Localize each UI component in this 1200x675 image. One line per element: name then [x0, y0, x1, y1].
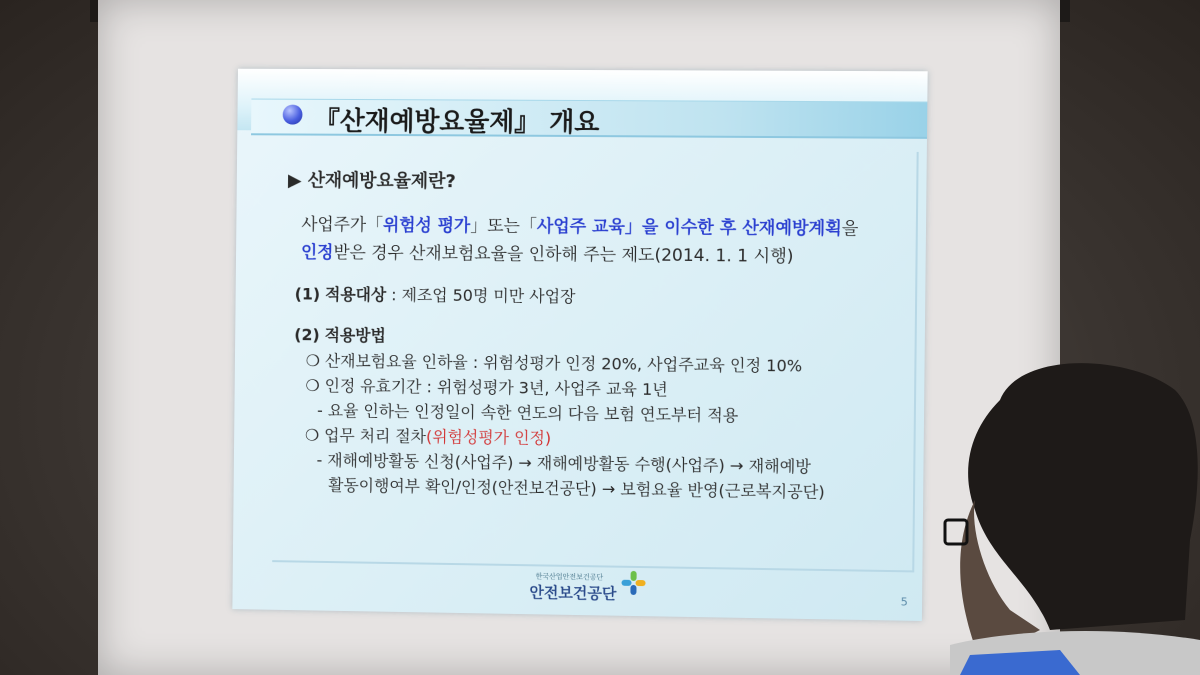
highlight-prevention-plan: 」을 이수한 후 산재예방계획: [624, 217, 842, 240]
logo-cross-icon: [621, 571, 645, 595]
logo-subtitle: 한국산업안전보건공단: [535, 572, 604, 582]
item-2-number: (2): [294, 325, 320, 345]
intro-text-1: 사업주가「: [301, 214, 384, 236]
footer-logo: [529, 569, 649, 611]
item-1-text: : 제조업 50명 미만 사업장: [391, 285, 576, 306]
highlight-approval: 인정: [300, 242, 334, 263]
presentation-slide: [232, 69, 927, 621]
item-2: [294, 322, 386, 346]
intro-line-2: [301, 238, 794, 267]
item-1: [295, 281, 576, 307]
item-2-label: 적용방법: [324, 325, 386, 345]
section-heading: ▶ 산재예방요율제란?: [287, 170, 456, 193]
highlight-employer-education: 사업주 교육: [536, 216, 625, 238]
intro-line-1: [301, 210, 858, 239]
page-number: 5: [900, 595, 908, 609]
slide-title: 『산재예방요율제』 개요: [314, 106, 600, 139]
item-2-bullet-1: ❍ 산재보험요율 인하율 : 위험성평가 인정 20%, 사업주교육 인정 10%: [305, 351, 803, 376]
item-2-bullet-2-sub: - 요율 인하는 인정일이 속한 연도의 다음 보험 연도부터 적용: [317, 400, 739, 426]
highlight-risk-assessment: 위험성 평가: [382, 215, 471, 237]
item-2-bullet-3-sub-2: 활동이행여부 확인/인정(안전보건공단) → 보험요율 반영(근로복지공단): [328, 475, 825, 502]
intro-text-2: 」또는「: [470, 216, 537, 237]
item-2-bullet-2: ❍ 인정 유효기간 : 위험성평가 3년, 사업주 교육 1년: [305, 375, 668, 400]
bullet-3-text: ❍ 업무 처리 절차: [304, 425, 427, 447]
item-2-bullet-3: [305, 423, 551, 449]
bullet-3-highlight: (위험성평가 인정): [425, 427, 552, 448]
item-2-bullet-3-sub-1: - 재해예방활동 신청(사업주) → 재해예방활동 수행(사업주) → 재해예방: [316, 450, 812, 477]
logo-text: 안전보건공단: [529, 583, 617, 603]
item-1-label: 적용대상: [325, 284, 387, 305]
intro-text-3: 을: [841, 218, 859, 240]
item-1-number: (1): [294, 284, 321, 304]
title-bullet-icon: [283, 105, 303, 125]
intro-text-4: 받은 경우 산재보험요율을 인하해 주는 제도(2014. 1. 1 시행): [333, 243, 794, 267]
audience-person-head: [930, 360, 1200, 675]
